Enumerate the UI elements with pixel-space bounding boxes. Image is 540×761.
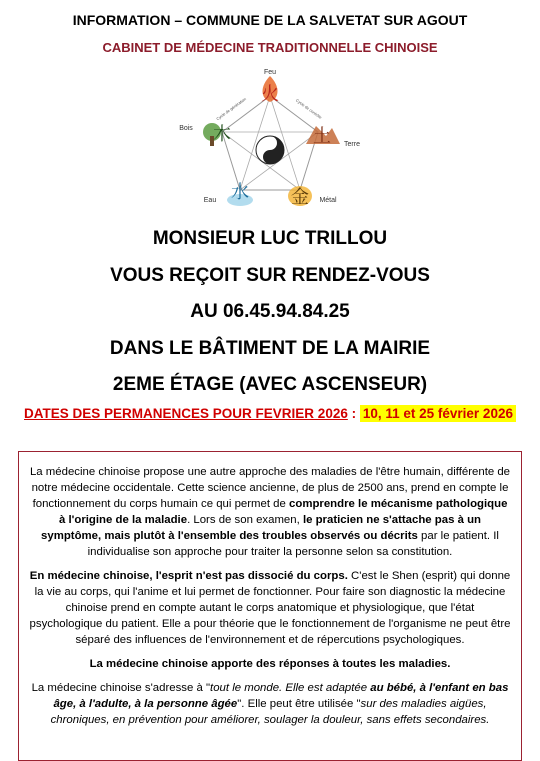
fire-label: Feu <box>263 69 277 76</box>
p2-bold-a: En médecine chinoise, l'esprit n'est pas dissocié du corps. <box>29 570 348 582</box>
wood-glyph: 木 <box>213 124 231 144</box>
paragraph-4 <box>29 680 511 728</box>
fire-glyph: 火 <box>261 84 279 104</box>
wood-label: Bois <box>179 125 193 132</box>
phone-number: AU 06.45.94.84.25 <box>190 301 350 322</box>
dates-line <box>0 406 540 421</box>
p4-italic-b: tout le monde. Elle est adaptée <box>210 682 371 694</box>
metal-label: Métal <box>319 197 337 204</box>
water-element-icon <box>227 182 253 206</box>
five-elements-diagram <box>160 66 380 222</box>
metal-element-icon <box>288 186 312 207</box>
water-glyph: 水 <box>231 182 249 202</box>
earth-element-icon <box>306 126 340 146</box>
p2-text-b: C'est le Shen (esprit) qui donne la vie au corps, qui l'anime et lui permet de fonctionner. Pour faire son diagnostic la médecine chinoise prend en compte autant le corps anatomique et physiologique, que l'état psychologique du patient. Elle a pour théorie que le fonctionnement de l'organisme ne peut être séparé des influences de l'environnement et de répercutions psychologiques. <box>29 570 511 646</box>
p4-text-d: ". Elle peut être utilisée " <box>237 698 361 710</box>
location-line: DANS LE BÂTIMENT DE LA MAIRIE <box>109 338 431 359</box>
dates-value: 10, 11 et 25 février 2026 <box>360 405 516 422</box>
yin-yang-icon <box>256 136 284 164</box>
p4-text-a: La médecine chinoise s'adresse à " <box>31 682 211 694</box>
cycle-label-left: Cycle de génération <box>215 96 247 122</box>
info-box <box>18 451 522 761</box>
dates-label: DATES DES PERMANENCES POUR FEVRIER 2026 <box>24 406 348 421</box>
water-label: Eau <box>203 197 217 204</box>
p1-text-c: . Lors de son examen, <box>187 514 303 526</box>
practitioner-name: MONSIEUR LUC TRILLOU <box>152 228 388 249</box>
earth-glyph: 土 <box>313 126 331 146</box>
floor-line: 2EME ÉTAGE (AVEC ASCENSEUR) <box>112 374 428 395</box>
page-subtitle: CABINET DE MÉDECINE TRADITIONNELLE CHINOISE <box>102 40 438 55</box>
paragraph-2 <box>29 568 511 648</box>
p3-bold: La médecine chinoise apporte des réponses à toutes les maladies. <box>89 658 451 670</box>
p1-text-e: par le patient. Il individualise son approche pour traiter la personne selon sa constitution. <box>87 530 499 558</box>
p1-bold-d: le praticien ne s'attache pas à un symptôme, mais plutôt à l'ensemble des troubles observés ou décrits <box>41 514 481 542</box>
appointment-line: VOUS REÇOIT SUR RENDEZ-VOUS <box>110 265 430 286</box>
metal-glyph: 金 <box>291 187 309 207</box>
paragraph-1 <box>29 464 511 560</box>
dates-separator: : <box>347 406 360 421</box>
p1-bold-b: comprendre le mécanisme pathologique à l'origine de la maladie <box>59 498 508 526</box>
p4-italic-e: sur des maladies aigües, chroniques, en prévention pour améliorer, soulager la douleur, sans effets secondaires. <box>50 698 490 726</box>
wood-element-icon <box>203 123 231 146</box>
paragraph-3 <box>29 656 511 672</box>
cycle-label-right: Cycle de contrôle <box>294 97 323 120</box>
earth-label: Terre <box>344 141 360 148</box>
fire-element-icon <box>261 76 279 104</box>
p4-bold-italic-c: au bébé, à l'enfant en bas âge, à l'adulte, à la personne âgée <box>53 682 509 710</box>
page-title: INFORMATION – COMMUNE DE LA SALVETAT SUR AGOUT <box>72 12 468 28</box>
p1-text-a: La médecine chinoise propose une autre approche des maladies de l'être humain, différente de notre médecine occidentale. Cette science ancienne, de plus de 2500 ans, prend en compte le fonctionnement du corps humain ce qui permet de <box>29 466 511 510</box>
